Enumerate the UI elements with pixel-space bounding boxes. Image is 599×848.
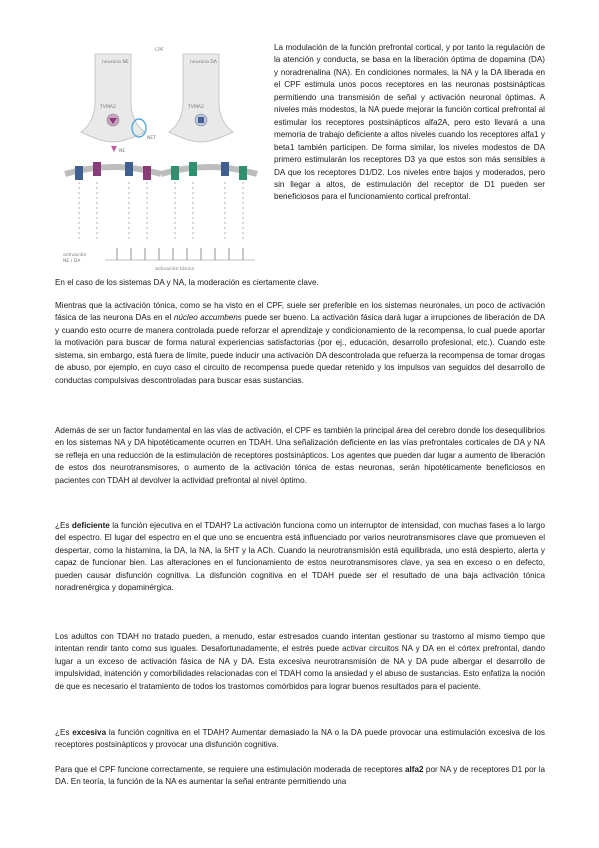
deficient-term: deficiente xyxy=(71,521,110,530)
activation-label: activación xyxy=(63,253,87,258)
ne-label: NE xyxy=(119,149,126,154)
paragraph-text: ¿Es xyxy=(55,521,72,530)
da-neuron-body xyxy=(169,54,233,142)
paragraph-text: Mientras que la activación tónica, como se ha visto en el CPF, suele ser preferible en los sistemas neuronales, un poco de activación fásica de las neurona DAs en el xyxy=(55,301,545,323)
figure-title: CPF xyxy=(155,48,164,53)
paragraph-text: puede ser bueno. La activación fásica dará lugar a irrupciones de liberación de DA y cuando esto ocurre de manera controlada puede reforzar el aprendizaje y condicionamiento de la recompensa, lo cual puede aportar la motivación para buscar de forma natural experiencias satisfactorias (por ej., educación, desarrollo profesional, etc.). Cuando este sistema, sin embargo, está fuera de límite, puede inducir una activación DA descontrolada que refuerza la recompensa de tomar drogas de abuso, por ejemplo, en cuyo caso el circuito de recompensa puede quedar retenido y los impulsos van seguidos del desarrollo de conductas compulsivas descontroladas para buscar esas sustancias. xyxy=(55,313,545,385)
paragraph-stress: Los adultos con TDAH no tratado pueden, a menudo, estar estresados cuando intentan gestionar su trastorno al mismo tiempo que intentan rendir tanto como sus iguales. Desafortunadamente, el estrés puede activar circuitos NA y DA en el córtex prefrontal, dando lugar a un exceso de activación fásica de NA y DA. Esta excesiva neurotransmisión de NA y DA pude albergar el desarrollo de impulsividad, inatención y comorbilidades relacionadas con el TDAH como la ansiedad y el abuso de sustancias. Esto enfatiza la noción de que es necesario el tratamiento de todos los trastornos comórbidos para lograr buenos resultados para el paciente. xyxy=(55,632,545,691)
tvmat-left-label: TVMA2 xyxy=(100,105,116,110)
receptor-icon xyxy=(171,166,179,180)
paragraph-text: por NA y de receptores D1 por la DA. En teoría, la función de la NA es aumentar la señal entrante permitiendo una xyxy=(55,765,545,787)
paragraph-pfc-imbalance: Además de ser un factor fundamental en las vías de activación, el CPF es también la principal área del cerebro donde los desequilibrios en los sistemas NA y DA hipotéticamente ocurren en TDAH. Una señalización deficiente en las vías prefrontales corticales de DA y NA se refleja en una reducción de la estimulación de receptores postsinápticos. Los agentes que pueden dar lugar a aumento de liberación de estos dos neurotransmisores, o aumento de la activación tónica de estas neuronas, serán hipotéticamente beneficiosos en pacientes con TDAH al devolver la actividad prefrontal al nivel óptimo. xyxy=(55,426,545,485)
paragraph-text: la función ejecutiva en el TDAH? La activación funciona como un interruptor de intensidad, con muchas fases a lo largo del espectro. El lugar del espectro en el que uno se encuentra está influenciado por varios neurotransmisores clave que promueven el despertar, como la histamina, la DA, la NA, la 5HT y la ACh. Cuando la neurotransmisión está equilibrada, uno está despierto, alerta y capaz de funcionar bien. Las alteraciones en el funcionamiento de estos neurotransmisores clave, ya sea en exceso o en defecto, pueden causar disfunción cognitiva. La disfunción cognitiva en el TDAH puede ser el resultado de una baja activación tónica noradrenérgica y dopaminérgica. xyxy=(55,521,545,593)
paragraph-intro: La modulación de la función prefrontal cortical, y por tanto la regulación de la atención y conducta, se basa en la liberación óptima de dopamina (DA) y noradrenalina (NA). En condiciones normales, la NA y la DA liberada en el CPF estimula unos pocos receptores en las neuronas postsinápticas permitiendo una transmisión de señal y activación neuronal óptimas. A niveles más modestos, la NA puede mejorar la función cortical prefrontal al estimular los receptores postsinápticos alfa2A, pero esto llevará a una memoria de trabajo deficiente a altos niveles cuando los receptores alfa1 y beta1 también participen. De forma similar, los niveles modestos de DA primero estimularán los receptores D3 ya que estos son más sensibles a DA que los receptores D1/D2. Los niveles entre bajos y moderados, pero sin llegar a altos, de estimulación del receptor de D1 pueden ser beneficiosos para el funcionamiento cortical prefrontal. xyxy=(274,43,545,202)
receptor-icon xyxy=(93,162,101,176)
synapse-diagram xyxy=(55,42,267,274)
neuron-ne-label: neurona NE xyxy=(102,60,129,65)
excessive-term: excesiva xyxy=(72,728,107,737)
da-molecule-icon xyxy=(198,117,204,123)
paragraph-text: ¿Es xyxy=(55,728,73,737)
nucleus-accumbens-term: núcleo accumbens xyxy=(173,313,242,323)
tonic-spikes xyxy=(117,248,243,260)
neurotransmission-figure xyxy=(55,42,267,274)
signal-lines xyxy=(79,182,243,242)
ne-neuron-body xyxy=(81,54,145,142)
tvmat-right-label: TVMA2 xyxy=(188,105,204,110)
receptor-icon xyxy=(75,166,83,180)
ne-released-icon xyxy=(111,146,117,152)
tonic-activation-label: activación tónica xyxy=(155,267,195,272)
paragraph-text: Para que el CPF funcione correctamente, se requiere una estimulación moderada de receptores xyxy=(55,765,406,774)
alfa2-term: alfa2 xyxy=(405,765,424,774)
receptor-icon xyxy=(239,166,247,180)
paragraph-phasic-activation xyxy=(55,300,545,387)
neuron-da-label: neurona DA xyxy=(190,60,218,65)
paragraph-intro-tail: En el caso de los sistemas DA y NA, la moderación es ciertamente clave. xyxy=(55,278,319,287)
receptor-icon xyxy=(125,162,133,176)
paragraph-deficient-function xyxy=(55,520,545,595)
receptor-icon xyxy=(143,166,151,180)
activation-sub-label: NE / DA xyxy=(63,259,81,264)
receptor-icon xyxy=(189,162,197,176)
paragraph-excessive-function xyxy=(55,727,545,752)
paragraph-pfc-stimulation xyxy=(55,764,545,789)
receptor-icon xyxy=(221,162,229,176)
paragraph-text: la función cognitiva en el TDAH? Aumentar demasiado la NA o la DA puede provocar una estimulación excesiva de los receptores postsinápticos y provocar una disfunción cognitiva. xyxy=(55,728,545,750)
net-label: NET xyxy=(147,136,157,141)
